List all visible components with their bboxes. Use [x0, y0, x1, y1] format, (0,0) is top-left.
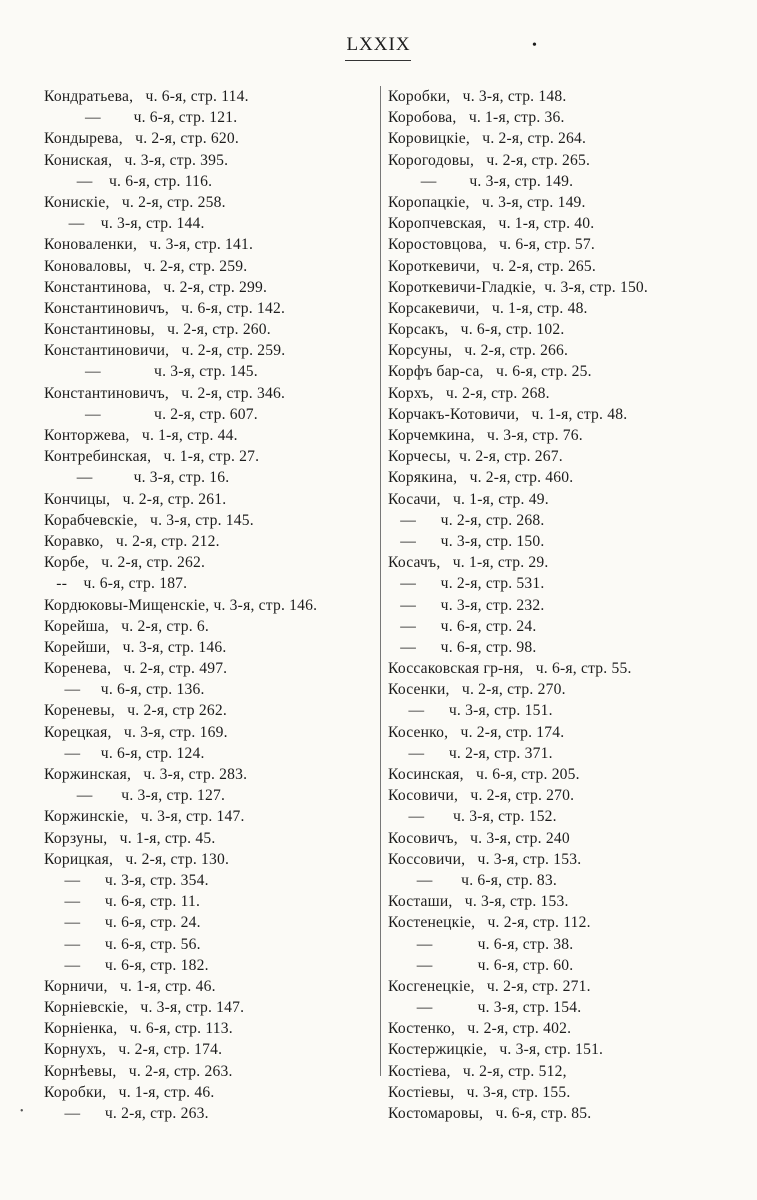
header-underline: [345, 60, 411, 61]
index-entry: — ч. 3-я, стр. 127.: [44, 787, 226, 805]
index-entry: Косачъ, ч. 1-я, стр. 29.: [388, 554, 549, 572]
index-entry: Коробова, ч. 1-я, стр. 36.: [388, 109, 565, 127]
index-entry: Кордюковы-Мищенскіе, ч. 3-я, стр. 146.: [44, 596, 318, 614]
index-entry: Корабчевскіе, ч. 3-я, стр. 145.: [44, 511, 254, 529]
index-entry: Косинская, ч. 6-я, стр. 205.: [388, 766, 580, 783]
index-entry: Корніевскіе, ч. 3-я, стр. 147.: [44, 999, 245, 1017]
index-entry: — ч. 3-я, стр. 16.: [44, 469, 230, 487]
index-entry: Корничи, ч. 1-я, стр. 46.: [44, 977, 216, 995]
bottom-mark: •: [20, 1106, 24, 1117]
index-entry: Корсакъ, ч. 6-я, стр. 102.: [388, 321, 565, 339]
index-entry: — ч. 3-я, стр. 149.: [388, 172, 574, 190]
index-entry: Корецкая, ч. 3-я, стр. 169.: [44, 723, 228, 741]
index-entry: — ч. 2-я, стр. 371.: [388, 744, 553, 762]
index-entry: Корнѣевы, ч. 2-я, стр. 263.: [44, 1062, 233, 1080]
index-entry: Конторжева, ч. 1-я, стр. 44.: [44, 427, 238, 444]
index-entry: -- ч. 6-я, стр. 187.: [44, 575, 188, 593]
index-entry: Кореневы, ч. 2-я, стр 262.: [44, 702, 227, 720]
index-entry: Кондырева, ч. 2-я, стр. 620.: [44, 130, 239, 148]
index-entry: — ч. 6-я, стр. 11.: [44, 893, 201, 911]
page-number: LXXIX: [346, 34, 411, 55]
index-entry: Корфъ бар-са, ч. 6-я, стр. 25.: [388, 363, 592, 381]
index-entry: Короткевичи-Гладкіе, ч. 3-я, стр. 150.: [388, 278, 649, 296]
index-entry: — ч. 6-я, стр. 136.: [44, 681, 205, 699]
index-entry: Корицкая, ч. 2-я, стр. 130.: [44, 850, 230, 868]
index-entry: Косачи, ч. 1-я, стр. 49.: [388, 490, 549, 508]
index-entry: Коростовцова, ч. 6-я, стр. 57.: [388, 236, 595, 254]
index-entry: Костомаровы, ч. 6-я, стр. 85.: [388, 1105, 592, 1122]
index-entry: Корсуны, ч. 2-я, стр. 266.: [388, 342, 569, 360]
right-index-column: [388, 86, 718, 1124]
index-entry: — ч. 3-я, стр. 152.: [388, 808, 557, 826]
index-entry: — ч. 6-я, стр. 83.: [388, 871, 557, 889]
index-entry: Константинова, ч. 2-я, стр. 299.: [44, 278, 268, 296]
index-entry: — ч. 6-я, стр. 56.: [44, 935, 201, 953]
index-entry: Коробки, ч. 1-я, стр. 46.: [44, 1083, 215, 1101]
index-entry: — ч. 3-я, стр. 154.: [388, 999, 582, 1017]
index-entry: — ч. 6-я, стр. 116.: [44, 172, 213, 190]
left-index-column: [44, 86, 374, 1124]
index-entry: Костіевы, ч. 3-я, стр. 155.: [388, 1083, 571, 1101]
index-entry: Косовичъ, ч. 3-я, стр. 240: [388, 829, 570, 847]
index-entry: — ч. 6-я, стр. 38.: [388, 935, 574, 953]
index-entry: Косгенецкіе, ч. 2-я, стр. 271.: [388, 977, 591, 995]
index-entry: — ч. 3-я, стр. 150.: [388, 532, 545, 550]
index-entry: Корніенка, ч. 6-я, стр. 113.: [44, 1020, 233, 1038]
index-entry: Короткевичи, ч. 2-я, стр. 265.: [388, 257, 597, 275]
index-entry: — ч. 2-я, стр. 531.: [388, 575, 545, 593]
index-entry: — ч. 6-я, стр. 60.: [388, 956, 574, 974]
index-entry: — ч. 3-я, стр. 232.: [388, 596, 545, 614]
index-entry: Корейши, ч. 3-я, стр. 146.: [44, 638, 227, 656]
index-entry: Корчакъ-Котовичи, ч. 1-я, стр. 48.: [388, 405, 628, 423]
column-divider: [380, 86, 381, 1076]
index-entry: — ч. 2-я, стр. 607.: [44, 405, 258, 423]
index-entry: Кондратьева, ч. 6-я, стр. 114.: [44, 88, 249, 105]
index-entry: Коробки, ч. 3-я, стр. 148.: [388, 88, 567, 105]
index-entry: — ч. 6-я, стр. 98.: [388, 638, 537, 656]
index-entry: — ч. 6-я, стр. 124.: [44, 744, 205, 762]
index-entry: Корчемкина, ч. 3-я, стр. 76.: [388, 427, 583, 444]
index-entry: Костіева, ч. 2-я, стр. 512,: [388, 1062, 567, 1080]
index-entry: Косовичи, ч. 2-я, стр. 270.: [388, 787, 575, 805]
index-entry: Константиновичъ, ч. 6-я, стр. 142.: [44, 299, 286, 317]
index-entry: Коренева, ч. 2-я, стр. 497.: [44, 660, 228, 678]
index-entry: Константиновичи, ч. 2-я, стр. 259.: [44, 342, 286, 360]
index-entry: Кончицы, ч. 2-я, стр. 261.: [44, 490, 227, 508]
index-entry: Коровицкіе, ч. 2-я, стр. 264.: [388, 130, 587, 148]
index-entry: Константиновичъ, ч. 2-я, стр. 346.: [44, 384, 286, 402]
index-entry: — ч. 3-я, стр. 354.: [44, 871, 209, 889]
index-entry: Косенки, ч. 2-я, стр. 270.: [388, 681, 566, 699]
index-entry: Корякина, ч. 2-я, стр. 460.: [388, 469, 574, 487]
index-entry: Косташи, ч. 3-я, стр. 153.: [388, 893, 569, 911]
index-entry: — ч. 2-я, стр. 268.: [388, 511, 545, 529]
index-entry: Корбе, ч. 2-я, стр. 262.: [44, 554, 206, 572]
index-entry: Кониская, ч. 3-я, стр. 395.: [44, 151, 229, 169]
index-entry: — ч. 3-я, стр. 145.: [44, 363, 258, 381]
index-entry: — ч. 6-я, стр. 24.: [388, 617, 537, 635]
index-entry: Корхъ, ч. 2-я, стр. 268.: [388, 384, 550, 402]
index-entry: — ч. 6-я, стр. 182.: [44, 956, 209, 974]
index-entry: Константиновы, ч. 2-я, стр. 260.: [44, 321, 271, 339]
index-entry: Корнухъ, ч. 2-я, стр. 174.: [44, 1041, 223, 1059]
index-entry: Коссаковская гр-ня, ч. 6-я, стр. 55.: [388, 660, 632, 678]
index-entry: — ч. 2-я, стр. 263.: [44, 1105, 209, 1122]
index-entry: Коржинская, ч. 3-я, стр. 283.: [44, 766, 248, 783]
index-entry: Контребинская, ч. 1-я, стр. 27.: [44, 448, 260, 466]
index-entry: — ч. 3-я, стр. 151.: [388, 702, 553, 720]
index-entry: Коноваленки, ч. 3-я, стр. 141.: [44, 236, 254, 254]
index-entry: Костенко, ч. 2-я, стр. 402.: [388, 1020, 572, 1038]
index-entry: Корсакевичи, ч. 1-я, стр. 48.: [388, 299, 588, 317]
index-entry: Косенко, ч. 2-я, стр. 174.: [388, 723, 565, 741]
index-entry: Конискіе, ч. 2-я, стр. 258.: [44, 193, 226, 211]
index-entry: — ч. 6-я, стр. 121.: [44, 109, 238, 127]
index-entry: Костержицкіе, ч. 3-я, стр. 151.: [388, 1041, 604, 1059]
index-entry: Корзуны, ч. 1-я, стр. 45.: [44, 829, 216, 847]
index-entry: Коржинскіе, ч. 3-я, стр. 147.: [44, 808, 245, 826]
index-entry: Коропацкіе, ч. 3-я, стр. 149.: [388, 193, 586, 211]
index-entry: Коноваловы, ч. 2-я, стр. 259.: [44, 257, 248, 275]
index-entry: Коропчевская, ч. 1-я, стр. 40.: [388, 215, 595, 233]
index-entry: Костенецкіе, ч. 2-я, стр. 112.: [388, 914, 591, 932]
index-entry: Корчесы, ч. 2-я, стр. 267.: [388, 448, 563, 466]
index-entry: — ч. 3-я, стр. 144.: [44, 215, 205, 233]
page-dot: •: [532, 38, 537, 53]
index-entry: Коссовичи, ч. 3-я, стр. 153.: [388, 850, 582, 868]
index-entry: Корогодовы, ч. 2-я, стр. 265.: [388, 151, 591, 169]
index-entry: Корейша, ч. 2-я, стр. 6.: [44, 617, 210, 635]
index-entry: — ч. 6-я, стр. 24.: [44, 914, 201, 932]
index-entry: Коравко, ч. 2-я, стр. 212.: [44, 532, 220, 550]
